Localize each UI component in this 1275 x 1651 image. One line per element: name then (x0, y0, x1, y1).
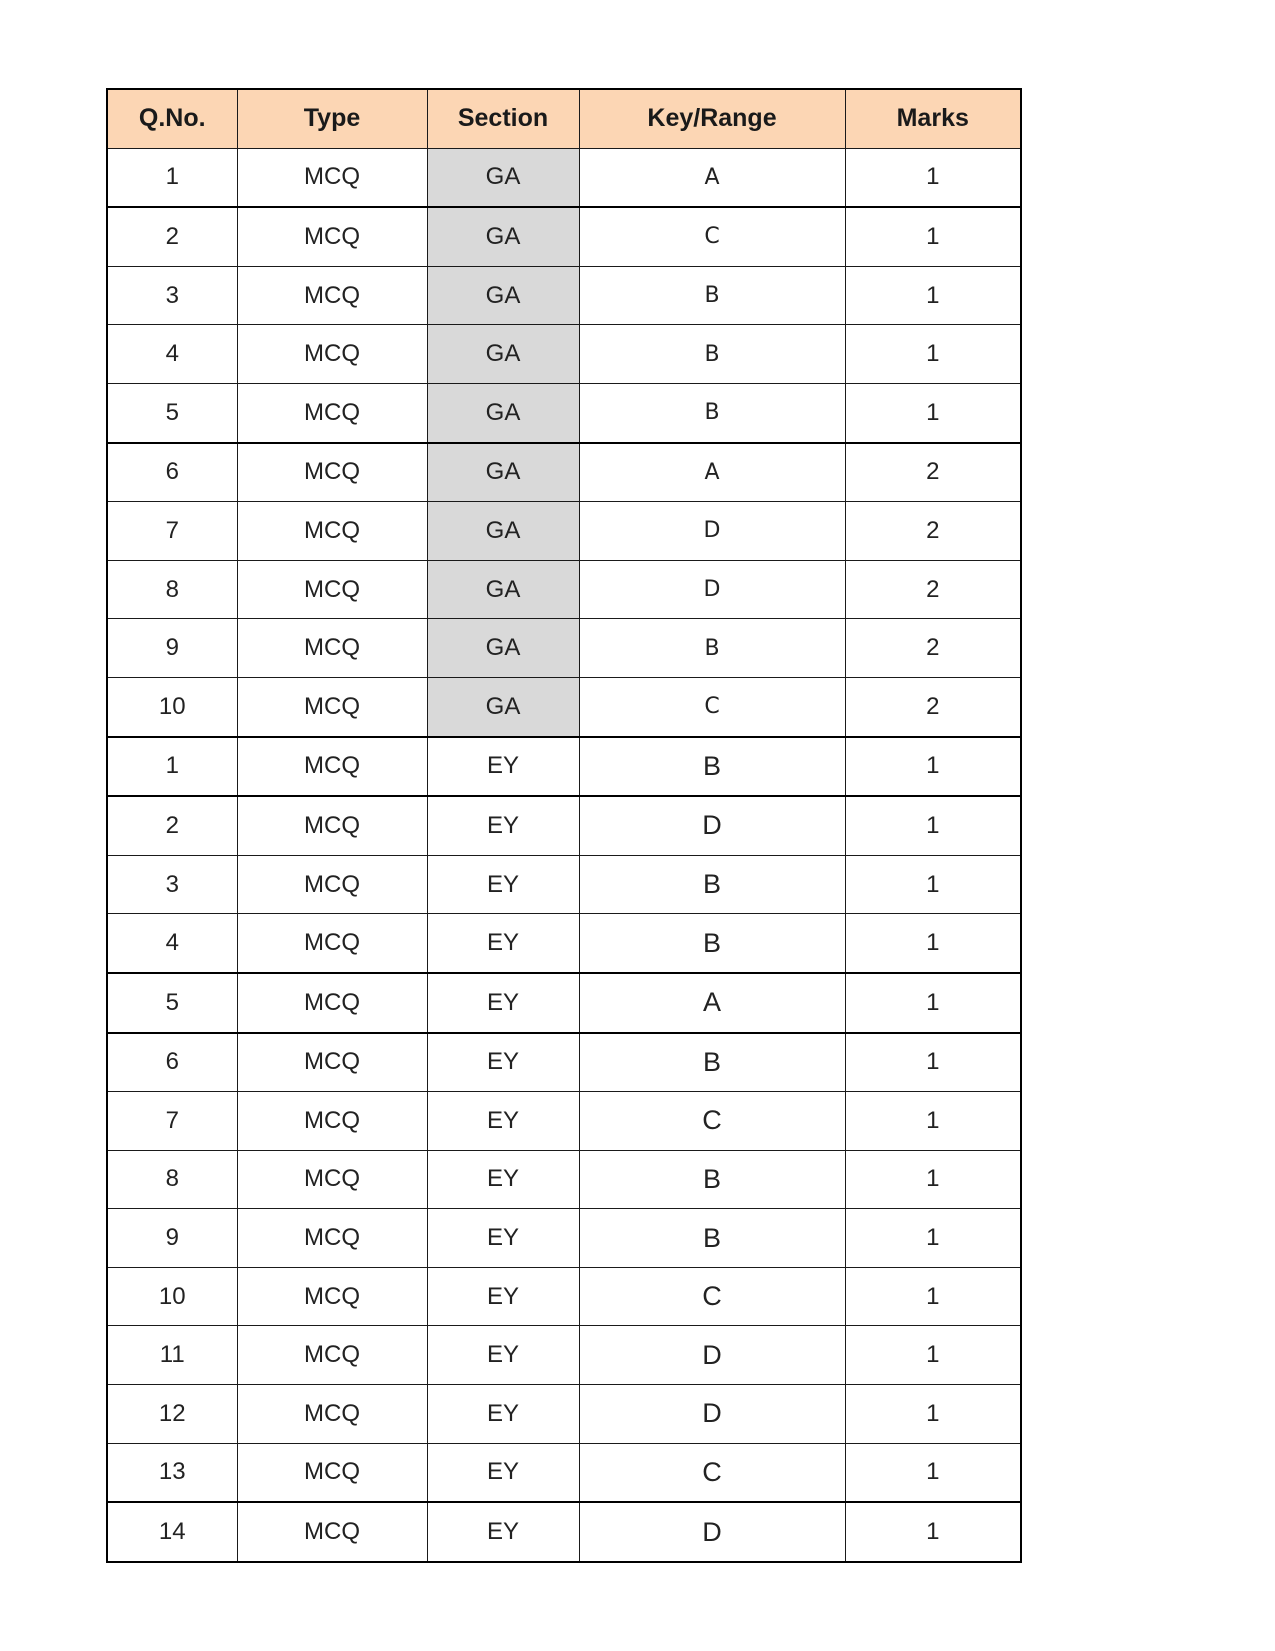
table-row (107, 502, 1021, 561)
cell-type: MCQ (237, 1385, 427, 1444)
cell-key: B (579, 737, 845, 797)
table-row (107, 1443, 1021, 1502)
table-row (107, 443, 1021, 502)
cell-type: MCQ (237, 560, 427, 619)
cell-section: GA (427, 266, 579, 325)
cell-qno: 9 (107, 619, 237, 678)
cell-type: MCQ (237, 148, 427, 207)
cell-qno: 10 (107, 1267, 237, 1326)
cell-key: B (579, 266, 845, 325)
cell-marks: 1 (845, 737, 1021, 797)
cell-key: B (579, 619, 845, 678)
cell-type: MCQ (237, 1267, 427, 1326)
cell-section: GA (427, 148, 579, 207)
cell-type: MCQ (237, 207, 427, 266)
cell-section: GA (427, 443, 579, 502)
table-row (107, 1150, 1021, 1209)
cell-section: EY (427, 1150, 579, 1209)
cell-key: D (579, 502, 845, 561)
cell-key: C (579, 677, 845, 736)
cell-qno: 8 (107, 1150, 237, 1209)
cell-type: MCQ (237, 973, 427, 1033)
cell-key: A (579, 443, 845, 502)
table-row (107, 914, 1021, 973)
cell-section: GA (427, 619, 579, 678)
table-row (107, 207, 1021, 266)
cell-marks: 1 (845, 266, 1021, 325)
cell-key: B (579, 914, 845, 973)
cell-type: MCQ (237, 1326, 427, 1385)
cell-marks: 1 (845, 148, 1021, 207)
cell-section: EY (427, 855, 579, 914)
cell-qno: 1 (107, 148, 237, 207)
cell-marks: 2 (845, 560, 1021, 619)
cell-marks: 1 (845, 855, 1021, 914)
table-row (107, 677, 1021, 736)
table-row (107, 796, 1021, 855)
cell-section: EY (427, 1209, 579, 1268)
cell-key: C (579, 1267, 845, 1326)
cell-marks: 2 (845, 619, 1021, 678)
cell-section: GA (427, 502, 579, 561)
cell-type: MCQ (237, 855, 427, 914)
cell-key: B (579, 1150, 845, 1209)
cell-qno: 14 (107, 1502, 237, 1562)
table-body (107, 148, 1021, 1562)
header-qno: Q.No. (107, 89, 237, 148)
cell-section: GA (427, 677, 579, 736)
cell-marks: 1 (845, 1209, 1021, 1268)
cell-section: EY (427, 1443, 579, 1502)
cell-type: MCQ (237, 737, 427, 797)
cell-qno: 2 (107, 207, 237, 266)
cell-section: EY (427, 1326, 579, 1385)
cell-qno: 6 (107, 443, 237, 502)
cell-qno: 11 (107, 1326, 237, 1385)
table-row (107, 855, 1021, 914)
cell-section: GA (427, 560, 579, 619)
cell-key: C (579, 1443, 845, 1502)
cell-type: MCQ (237, 1209, 427, 1268)
cell-marks: 1 (845, 1150, 1021, 1209)
cell-type: MCQ (237, 1443, 427, 1502)
cell-section: GA (427, 325, 579, 384)
cell-key: B (579, 1033, 845, 1092)
cell-qno: 5 (107, 383, 237, 442)
cell-qno: 12 (107, 1385, 237, 1444)
table-row (107, 266, 1021, 325)
cell-section: EY (427, 1092, 579, 1151)
cell-qno: 13 (107, 1443, 237, 1502)
cell-section: GA (427, 207, 579, 266)
table-row (107, 1385, 1021, 1444)
answer-key-table (106, 88, 1022, 1563)
cell-key: D (579, 1326, 845, 1385)
cell-type: MCQ (237, 502, 427, 561)
cell-marks: 1 (845, 383, 1021, 442)
cell-marks: 1 (845, 1502, 1021, 1562)
cell-marks: 1 (845, 973, 1021, 1033)
cell-key: B (579, 325, 845, 384)
cell-type: MCQ (237, 1150, 427, 1209)
cell-type: MCQ (237, 1092, 427, 1151)
cell-marks: 1 (845, 1267, 1021, 1326)
cell-marks: 1 (845, 207, 1021, 266)
header-section: Section (427, 89, 579, 148)
cell-key: B (579, 383, 845, 442)
table-row (107, 1326, 1021, 1385)
cell-key: C (579, 207, 845, 266)
cell-type: MCQ (237, 266, 427, 325)
cell-type: MCQ (237, 1033, 427, 1092)
table-row (107, 737, 1021, 797)
table-row (107, 619, 1021, 678)
cell-marks: 1 (845, 1443, 1021, 1502)
cell-section: EY (427, 1267, 579, 1326)
table-row (107, 1502, 1021, 1562)
table-row (107, 973, 1021, 1033)
cell-section: GA (427, 383, 579, 442)
cell-section: EY (427, 1033, 579, 1092)
cell-type: MCQ (237, 914, 427, 973)
cell-key: B (579, 1209, 845, 1268)
cell-section: EY (427, 1502, 579, 1562)
cell-qno: 7 (107, 1092, 237, 1151)
cell-marks: 1 (845, 796, 1021, 855)
cell-section: EY (427, 737, 579, 797)
cell-type: MCQ (237, 383, 427, 442)
cell-qno: 3 (107, 266, 237, 325)
table-row (107, 383, 1021, 442)
cell-type: MCQ (237, 1502, 427, 1562)
cell-section: EY (427, 1385, 579, 1444)
table-row (107, 1267, 1021, 1326)
cell-marks: 1 (845, 1326, 1021, 1385)
cell-qno: 5 (107, 973, 237, 1033)
cell-marks: 1 (845, 1033, 1021, 1092)
table-row (107, 148, 1021, 207)
cell-type: MCQ (237, 796, 427, 855)
cell-key: C (579, 1092, 845, 1151)
header-marks: Marks (845, 89, 1021, 148)
cell-key: A (579, 148, 845, 207)
cell-section: EY (427, 973, 579, 1033)
cell-marks: 2 (845, 502, 1021, 561)
cell-type: MCQ (237, 619, 427, 678)
cell-key: D (579, 796, 845, 855)
cell-type: MCQ (237, 443, 427, 502)
cell-type: MCQ (237, 677, 427, 736)
cell-qno: 8 (107, 560, 237, 619)
table-header (107, 89, 1021, 148)
cell-key: D (579, 560, 845, 619)
cell-marks: 1 (845, 1092, 1021, 1151)
cell-qno: 6 (107, 1033, 237, 1092)
cell-marks: 2 (845, 443, 1021, 502)
cell-marks: 2 (845, 677, 1021, 736)
cell-marks: 1 (845, 1385, 1021, 1444)
table-row (107, 1209, 1021, 1268)
cell-qno: 10 (107, 677, 237, 736)
cell-qno: 9 (107, 1209, 237, 1268)
table-row (107, 560, 1021, 619)
cell-type: MCQ (237, 325, 427, 384)
cell-key: D (579, 1385, 845, 1444)
cell-marks: 1 (845, 914, 1021, 973)
cell-qno: 7 (107, 502, 237, 561)
table-row (107, 1033, 1021, 1092)
cell-section: EY (427, 796, 579, 855)
table-row (107, 325, 1021, 384)
cell-qno: 4 (107, 325, 237, 384)
header-type: Type (237, 89, 427, 148)
header-key-range: Key/Range (579, 89, 845, 148)
header-row (107, 89, 1021, 148)
answer-key-sheet (106, 88, 1020, 1563)
cell-key: D (579, 1502, 845, 1562)
cell-marks: 1 (845, 325, 1021, 384)
cell-qno: 2 (107, 796, 237, 855)
cell-qno: 3 (107, 855, 237, 914)
cell-key: A (579, 973, 845, 1033)
cell-key: B (579, 855, 845, 914)
table-row (107, 1092, 1021, 1151)
cell-qno: 4 (107, 914, 237, 973)
cell-section: EY (427, 914, 579, 973)
cell-qno: 1 (107, 737, 237, 797)
